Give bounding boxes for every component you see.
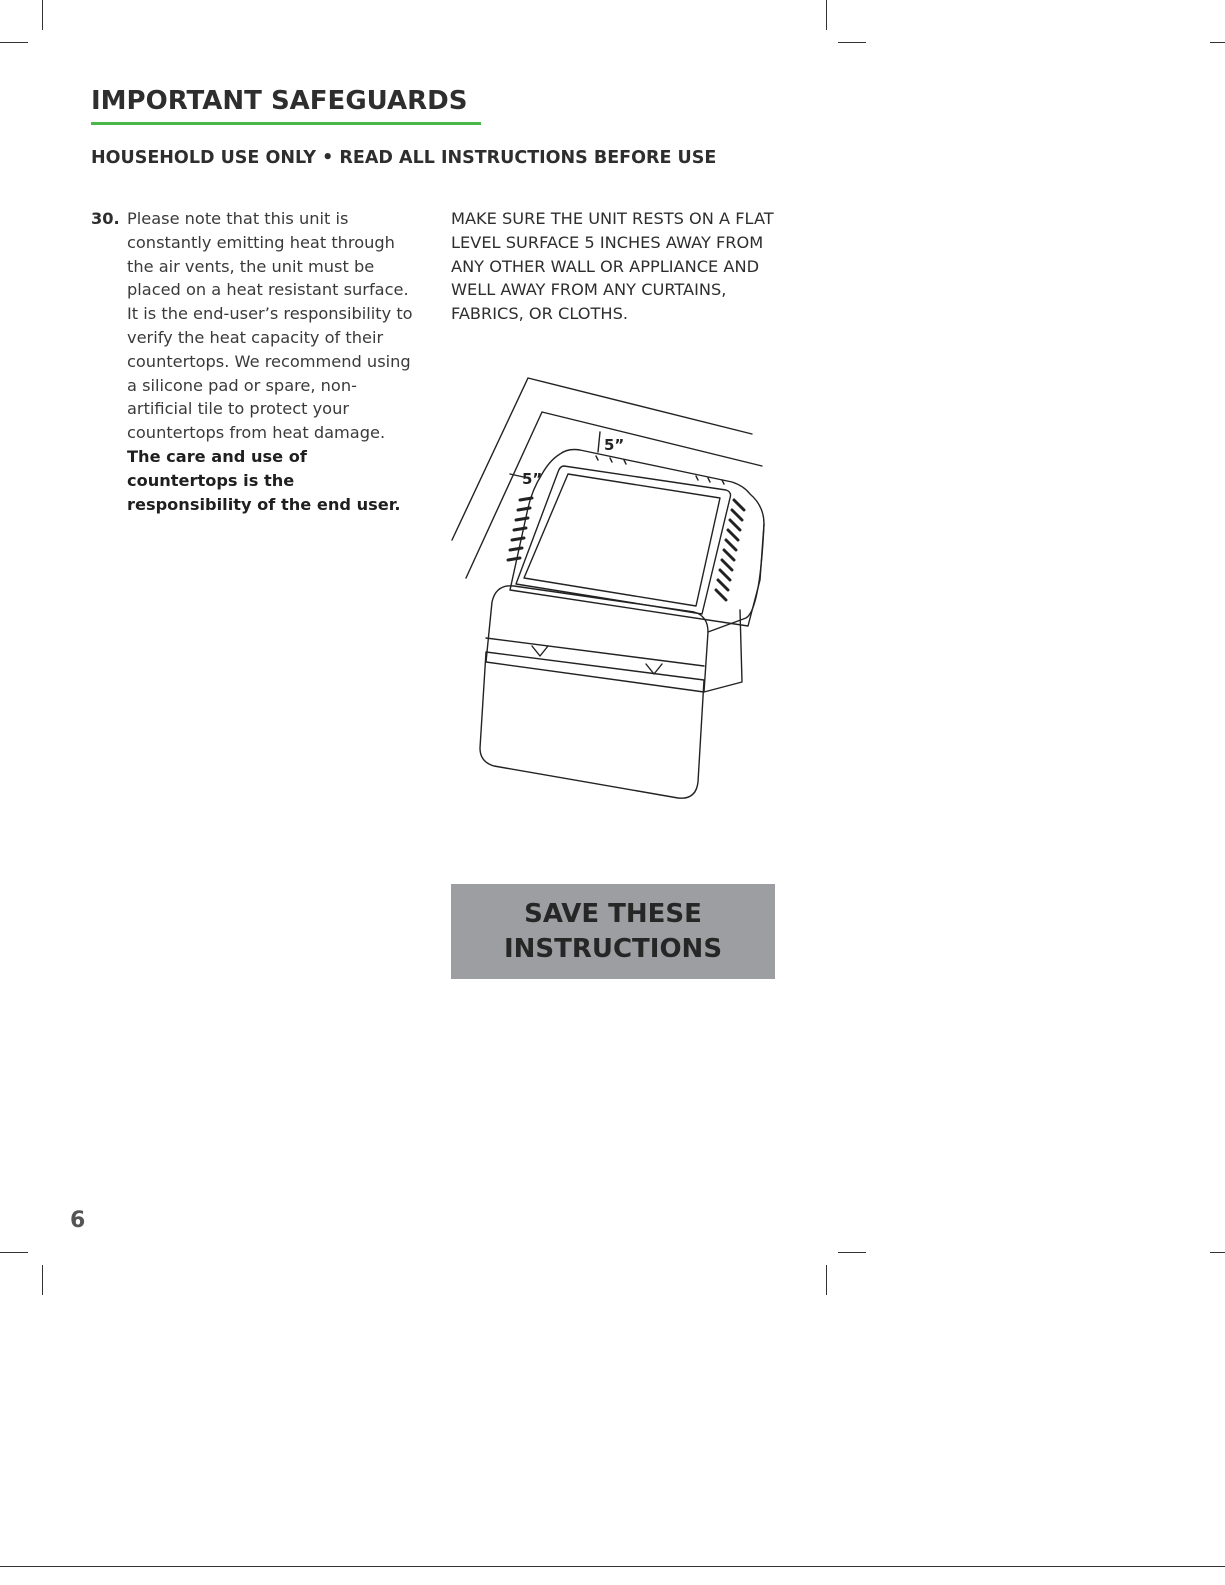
wall-outline <box>452 378 752 540</box>
unit-side <box>708 524 764 632</box>
page-number: 6 <box>70 1208 86 1233</box>
item-body <box>91 207 421 516</box>
item-text: Please note that this unit is constantly emitting heat through the air vents, the unit must be placed on a heat resistant surface. It is the end-user’s responsibility to verify the heat capacity of their countertops. We recommend using a silicone pad or spare, non-artificial tile to protect your countertops from heat damage. <box>127 209 413 443</box>
clearance-label-side: 5” <box>522 470 543 488</box>
clearance-line-top <box>598 432 600 452</box>
unit-clearance-illustration <box>440 370 780 810</box>
crop-mark <box>42 0 43 30</box>
safeguard-item-30 <box>91 207 421 516</box>
crop-mark <box>838 42 866 43</box>
item-bold-text: The care and use of countertops is the responsibility of the end user. <box>127 446 401 514</box>
crop-mark <box>826 0 827 30</box>
page-subtitle: HOUSEHOLD USE ONLY • READ ALL INSTRUCTIONS BEFORE USE <box>91 148 717 168</box>
clearance-label-top: 5” <box>604 436 625 454</box>
crop-mark <box>42 1265 43 1295</box>
crop-mark <box>838 1252 866 1253</box>
save-instructions-box <box>451 884 775 979</box>
item-number: 30. <box>91 209 120 228</box>
crop-mark <box>0 42 28 43</box>
unit-window <box>516 466 731 614</box>
unit-body <box>480 652 704 798</box>
title-underline <box>91 122 481 125</box>
crop-mark <box>1210 42 1225 43</box>
crop-mark <box>0 1252 28 1253</box>
page-bottom-rule <box>0 1566 1225 1567</box>
save-instructions-text: SAVE THESE INSTRUCTIONS <box>503 898 723 964</box>
page-title: IMPORTANT SAFEGUARDS <box>91 86 468 116</box>
placement-notice: MAKE SURE THE UNIT RESTS ON A FLAT LEVEL SURFACE 5 INCHES AWAY FROM ANY OTHER WALL OR APPLIANCE AND WELL AWAY FROM ANY CURTAINS, FABRICS, OR CLOTHS. <box>451 209 774 324</box>
crop-mark <box>826 1265 827 1295</box>
crop-mark <box>1210 1252 1225 1253</box>
